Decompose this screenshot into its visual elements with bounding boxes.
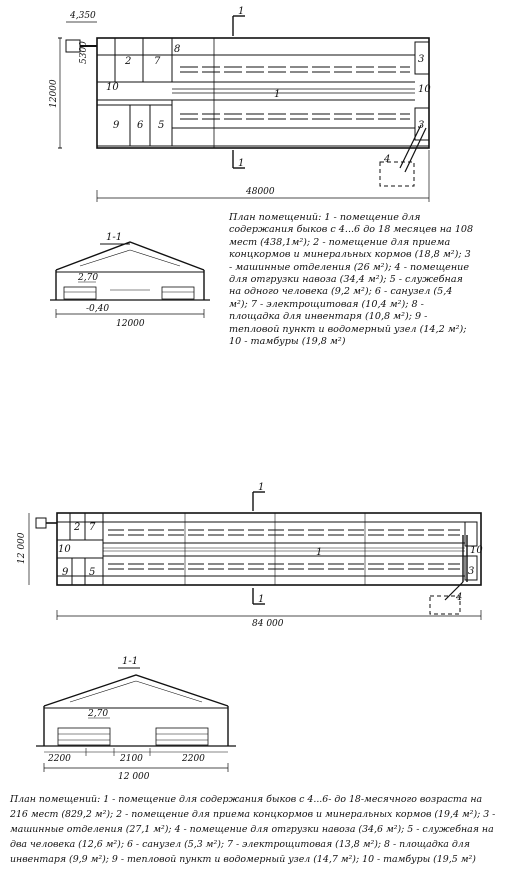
- plan-2-section-mark-bottom: 1: [258, 594, 265, 605]
- plan-1-room-1: 1: [274, 89, 281, 100]
- section-2-width: 12 000: [118, 772, 150, 782]
- section-2-title: 1-1: [122, 656, 139, 667]
- plan-2-dim-12000: 12 000: [17, 532, 27, 564]
- plan-2-room-10-left: 10: [58, 544, 71, 555]
- plan-1-room-8: 8: [174, 44, 181, 55]
- section-2-dim-2200-right: 2200: [182, 754, 205, 764]
- plan-1-room-3-top: 3: [418, 54, 425, 65]
- plan-2-caption: План помещений: 1 - помещение для содержания быков с 4...6- до 18-месячного возраста на 216 мест (829,2 м²); 2 - помещение для приема концкормов и минеральных кормов (19,4 м²); 3 - машинные отделения (27,1 м²); 4 - помещение для отгрузки навоза (34,6 м²); 5 - служебная на два человека (12,6 м²); 6 - санузел (5,3 м²); 7 - электрощитовая (13,8 м²); 8 - площадка для инвентаря (9,9 м²); 9 - тепловой пункт и водомерный узел (14,7 м²); 10 - тамбуры (19,5 м²): [10, 794, 496, 865]
- plan-1-room-9: 9: [113, 120, 120, 131]
- plan-1-dim-48000: 48000: [246, 187, 275, 197]
- plan-1-caption: План помещений: 1 - помещение для содержания быков с 4...6 до 18 месяцев на 108 мест (438,1м²); 2 - помещение для приема концкормов и минеральных кормов (18,8 м²); 3 - машинные отделения (26 м²); 4 - помещение для отгрузки навоза (34,4 м²); 5 - служебная на одного человека (9,2 м²); 6 - санузел (5,4 м²); 7 - электрощитовая (10,4 м²); 8 - площадка для инвентаря (10,8 м²); 9 - тепловой пункт и водомерный узел (14,2 м²); 10 - тамбуры (19,8 м²): [229, 212, 474, 348]
- plan-1-room-2: 2: [125, 56, 132, 67]
- plan-2-room-4: 4: [456, 592, 463, 603]
- section-1: [50, 242, 210, 318]
- plan-1-section-mark-top: 1: [238, 6, 245, 17]
- plan-1-room-4: 4: [384, 154, 391, 165]
- plan-2-room-1: 1: [316, 547, 323, 558]
- plan-2-room-5: 5: [89, 567, 96, 578]
- section-2-height: 2,70: [88, 709, 109, 719]
- section-1-height: 2,70: [78, 273, 99, 283]
- plan-2-outer-wall: [57, 513, 481, 585]
- plan-2-room-2: 2: [74, 522, 81, 533]
- section-1-level: -0,40: [86, 304, 110, 314]
- plan-2-room-10-right: 10: [470, 545, 483, 556]
- plan-2: [29, 492, 481, 620]
- section-1-title: 1-1: [106, 232, 123, 243]
- plan-1-room-5: 5: [158, 120, 165, 131]
- section-2-dim-2100: 2100: [120, 754, 143, 764]
- section-1-width: 12000: [116, 319, 145, 329]
- plan-1-room-7: 7: [154, 56, 161, 67]
- plan-1-dim-5300: 5300: [79, 41, 89, 64]
- plan-1-room-10-left: 10: [106, 82, 119, 93]
- plan-1-room-6: 6: [137, 120, 144, 131]
- plan-2-dim-84000: 84 000: [252, 619, 284, 629]
- plan-2-room-3: 3: [468, 566, 475, 577]
- plan-1-room-3-bottom: 3: [418, 120, 425, 131]
- plan-1-room-10-right: 10: [418, 84, 431, 95]
- plan-1-section-mark-bottom: 1: [238, 158, 245, 169]
- section-2-dim-2200-left: 2200: [48, 754, 71, 764]
- plan-2-section-mark-top: 1: [258, 482, 265, 493]
- plan-2-room-7: 7: [89, 522, 96, 533]
- plan-2-room-9: 9: [62, 567, 69, 578]
- plan-1: [58, 16, 429, 202]
- plan-1-dim-12000: 12000: [49, 79, 59, 108]
- plan-1-dim-4350: 4,350: [70, 11, 96, 21]
